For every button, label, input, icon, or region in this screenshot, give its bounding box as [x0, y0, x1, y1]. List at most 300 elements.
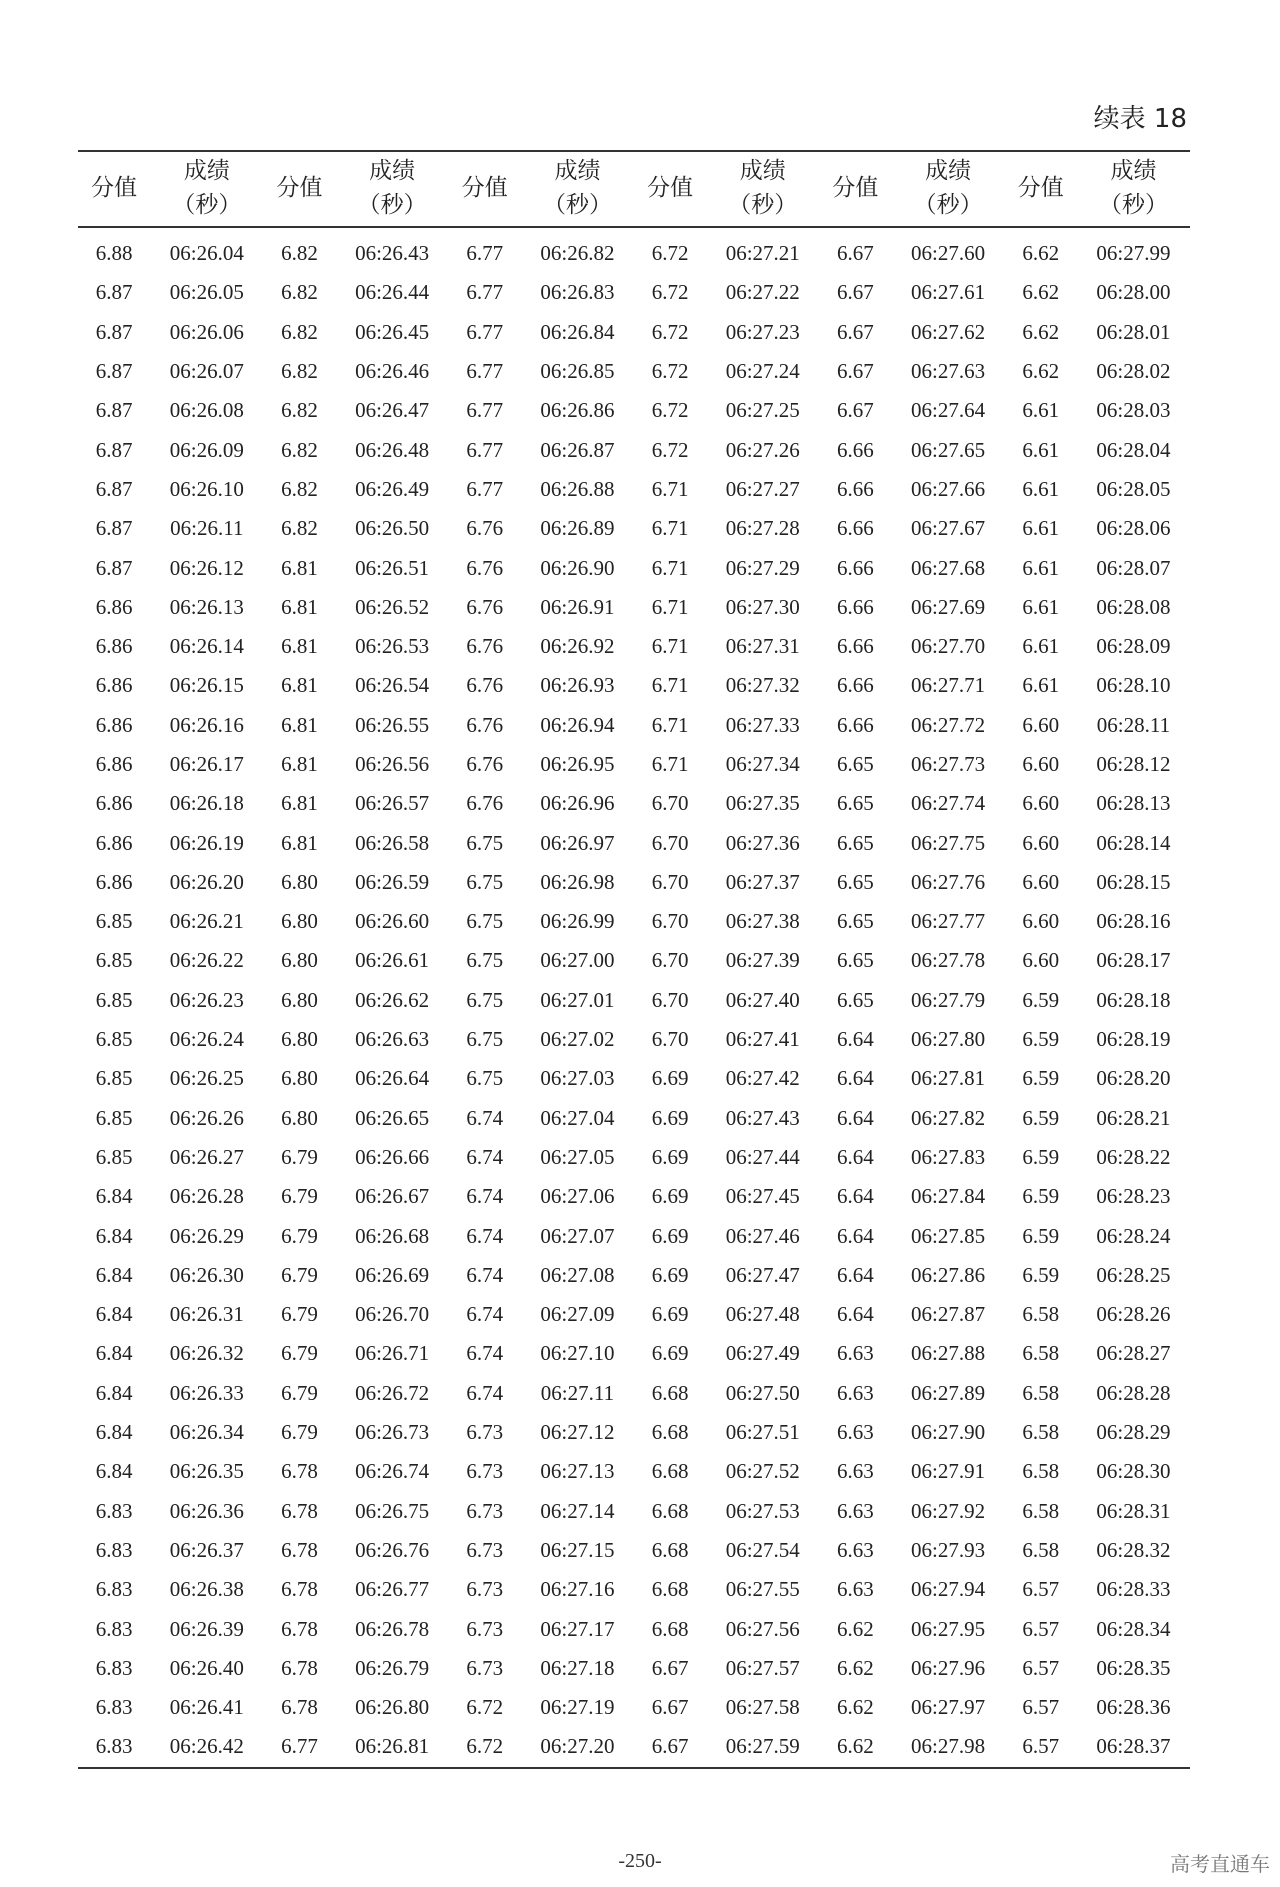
score-value-cell: 6.69	[651, 1066, 689, 1091]
time-cell: 06:26.42	[169, 1734, 244, 1759]
table-row	[78, 1216, 1190, 1255]
time-cell: 06:27.72	[911, 712, 986, 737]
score-value-cell: 6.57	[1022, 1655, 1060, 1680]
table-row	[78, 313, 1190, 352]
time-cell: 06:26.74	[355, 1459, 430, 1484]
score-value-cell: 6.63	[837, 1420, 874, 1445]
score-value-cell: 6.64	[837, 1066, 874, 1091]
table-caption: 续表 18	[1093, 104, 1187, 134]
time-cell: 06:26.47	[355, 398, 430, 423]
score-value-cell: 6.79	[281, 1262, 318, 1287]
table-row	[78, 470, 1190, 509]
time-cell: 06:27.24	[725, 359, 800, 384]
table-row	[78, 823, 1190, 862]
time-cell: 06:27.97	[911, 1695, 986, 1720]
score-value-cell: 6.87	[95, 359, 133, 384]
score-value-cell: 6.60	[1022, 909, 1060, 934]
header-unit: （秒）	[728, 192, 798, 218]
score-value-cell: 6.65	[837, 909, 874, 934]
time-cell: 06:26.36	[169, 1498, 244, 1523]
time-cell: 06:26.46	[355, 359, 430, 384]
header-score-value	[634, 151, 706, 227]
score-value-cell: 6.82	[281, 359, 318, 384]
time-cell: 06:26.72	[355, 1380, 430, 1405]
time-cell: 06:27.96	[911, 1655, 986, 1680]
score-value-cell: 6.85	[95, 1144, 133, 1169]
time-cell: 06:27.69	[911, 594, 986, 619]
score-value-cell: 6.60	[1022, 791, 1060, 816]
score-value-cell: 6.70	[651, 791, 689, 816]
score-value-cell: 6.62	[837, 1616, 874, 1641]
time-cell: 06:28.26	[1096, 1302, 1171, 1327]
table-row	[78, 1688, 1190, 1727]
score-value-cell: 6.59	[1022, 1105, 1060, 1130]
time-cell: 06:26.57	[355, 791, 430, 816]
time-cell: 06:27.06	[540, 1184, 615, 1209]
table-row	[78, 1020, 1190, 1059]
time-cell: 06:27.65	[911, 437, 986, 462]
score-value-cell: 6.87	[95, 555, 133, 580]
time-cell: 06:27.86	[911, 1262, 986, 1287]
time-cell: 06:26.45	[355, 319, 430, 344]
score-value-cell: 6.61	[1022, 516, 1060, 541]
time-cell: 06:27.59	[725, 1734, 800, 1759]
score-value-cell: 6.85	[95, 909, 133, 934]
score-value-cell: 6.75	[466, 830, 504, 855]
score-value-cell: 6.61	[1022, 634, 1060, 659]
score-value-cell: 6.82	[281, 319, 318, 344]
header-label: 成绩	[925, 158, 972, 184]
time-cell: 06:28.01	[1096, 319, 1171, 344]
score-value-cell: 6.81	[281, 830, 318, 855]
time-cell: 06:27.70	[911, 634, 986, 659]
score-value-cell: 6.61	[1022, 476, 1060, 501]
time-cell: 06:27.67	[911, 516, 986, 541]
time-cell: 06:26.20	[169, 869, 244, 894]
score-value-cell: 6.71	[651, 634, 689, 659]
time-cell: 06:27.98	[911, 1734, 986, 1759]
score-value-cell: 6.59	[1022, 1027, 1060, 1052]
score-value-cell: 6.87	[95, 476, 133, 501]
score-value-cell: 6.71	[651, 476, 689, 501]
time-cell: 06:26.32	[169, 1341, 244, 1366]
score-value-cell: 6.69	[651, 1262, 689, 1287]
table-row	[78, 227, 1190, 273]
score-value-cell: 6.64	[837, 1184, 874, 1209]
score-value-cell: 6.81	[281, 712, 318, 737]
time-cell: 06:27.27	[725, 476, 800, 501]
header-unit: （秒）	[542, 192, 612, 218]
table-row	[78, 863, 1190, 902]
time-cell: 06:27.33	[725, 712, 800, 737]
time-cell: 06:27.37	[725, 869, 800, 894]
time-cell: 06:26.31	[169, 1302, 244, 1327]
time-cell: 06:27.71	[911, 673, 986, 698]
table-row	[78, 548, 1190, 587]
time-cell: 06:26.91	[540, 594, 615, 619]
score-value-cell: 6.78	[281, 1459, 318, 1484]
time-cell: 06:26.79	[355, 1655, 430, 1680]
time-cell: 06:26.28	[169, 1184, 244, 1209]
time-cell: 06:26.85	[540, 359, 615, 384]
score-value-cell: 6.78	[281, 1655, 318, 1680]
score-value-cell: 6.83	[95, 1616, 133, 1641]
time-cell: 06:26.84	[540, 319, 615, 344]
time-cell: 06:28.31	[1096, 1498, 1171, 1523]
table-row	[78, 1492, 1190, 1531]
time-cell: 06:26.09	[169, 437, 244, 462]
score-value-cell: 6.81	[281, 673, 318, 698]
time-cell: 06:27.17	[540, 1616, 615, 1641]
score-value-cell: 6.66	[837, 712, 874, 737]
score-value-cell: 6.77	[466, 241, 504, 266]
score-value-cell: 6.67	[837, 280, 874, 305]
time-cell: 06:27.44	[725, 1144, 800, 1169]
time-cell: 06:27.75	[911, 830, 986, 855]
score-value-cell: 6.76	[466, 594, 504, 619]
score-value-cell: 6.57	[1022, 1734, 1060, 1759]
score-value-cell: 6.79	[281, 1380, 318, 1405]
score-value-cell: 6.72	[651, 398, 689, 423]
time-cell: 06:26.15	[169, 673, 244, 698]
score-value-cell: 6.70	[651, 1027, 689, 1052]
score-value-cell: 6.67	[837, 359, 874, 384]
time-cell: 06:26.14	[169, 634, 244, 659]
time-cell: 06:26.29	[169, 1223, 244, 1248]
time-cell: 06:26.99	[540, 909, 615, 934]
time-cell: 06:27.40	[725, 987, 800, 1012]
score-value-cell: 6.57	[1022, 1695, 1060, 1720]
time-cell: 06:28.32	[1096, 1537, 1171, 1562]
time-cell: 06:28.18	[1096, 987, 1171, 1012]
score-value-cell: 6.81	[281, 594, 318, 619]
time-cell: 06:26.52	[355, 594, 430, 619]
score-value-cell: 6.66	[837, 594, 874, 619]
time-cell: 06:26.70	[355, 1302, 430, 1327]
score-value-cell: 6.70	[651, 909, 689, 934]
time-cell: 06:27.12	[540, 1420, 615, 1445]
score-value-cell: 6.68	[651, 1420, 689, 1445]
score-value-cell: 6.73	[466, 1459, 504, 1484]
table-row	[78, 981, 1190, 1020]
score-value-cell: 6.85	[95, 987, 133, 1012]
time-cell: 06:28.05	[1096, 476, 1171, 501]
time-cell: 06:28.07	[1096, 555, 1171, 580]
table-row	[78, 1413, 1190, 1452]
time-cell: 06:27.20	[540, 1734, 615, 1759]
time-cell: 06:26.08	[169, 398, 244, 423]
score-value-cell: 6.87	[95, 280, 133, 305]
time-cell: 06:26.75	[355, 1498, 430, 1523]
time-cell: 06:26.78	[355, 1616, 430, 1641]
score-value-cell: 6.84	[95, 1302, 133, 1327]
score-value-cell: 6.84	[95, 1262, 133, 1287]
table-row	[78, 1452, 1190, 1491]
time-cell: 06:26.07	[169, 359, 244, 384]
score-value-cell: 6.69	[651, 1302, 689, 1327]
score-value-cell: 6.60	[1022, 830, 1060, 855]
time-cell: 06:27.13	[540, 1459, 615, 1484]
time-cell: 06:26.16	[169, 712, 244, 737]
time-cell: 06:27.42	[725, 1066, 800, 1091]
score-value-cell: 6.66	[837, 555, 874, 580]
score-value-cell: 6.85	[95, 1105, 133, 1130]
time-cell: 06:27.08	[540, 1262, 615, 1287]
time-cell: 06:28.16	[1096, 909, 1171, 934]
score-value-cell: 6.84	[95, 1380, 133, 1405]
time-cell: 06:26.94	[540, 712, 615, 737]
score-value-cell: 6.80	[281, 1066, 318, 1091]
time-cell: 06:27.47	[725, 1262, 800, 1287]
header-label: 分值	[461, 175, 508, 201]
score-value-cell: 6.83	[95, 1695, 133, 1720]
score-value-cell: 6.65	[837, 948, 874, 973]
time-cell: 06:26.59	[355, 869, 430, 894]
score-value-cell: 6.73	[466, 1498, 504, 1523]
time-cell: 06:27.79	[911, 987, 986, 1012]
header-label: 分值	[276, 175, 323, 201]
score-value-cell: 6.67	[837, 241, 874, 266]
score-value-cell: 6.75	[466, 948, 504, 973]
time-cell: 06:26.76	[355, 1537, 430, 1562]
time-cell: 06:26.39	[169, 1616, 244, 1641]
time-cell: 06:28.37	[1096, 1734, 1171, 1759]
score-value-cell: 6.80	[281, 1105, 318, 1130]
time-cell: 06:27.23	[725, 319, 800, 344]
time-cell: 06:27.57	[725, 1655, 800, 1680]
time-cell: 06:26.60	[355, 909, 430, 934]
score-value-cell: 6.58	[1022, 1498, 1060, 1523]
time-cell: 06:26.19	[169, 830, 244, 855]
score-value-cell: 6.84	[95, 1420, 133, 1445]
score-value-cell: 6.67	[651, 1734, 689, 1759]
time-cell: 06:26.71	[355, 1341, 430, 1366]
score-value-cell: 6.67	[651, 1655, 689, 1680]
table-row	[78, 941, 1190, 980]
header-unit: （秒）	[913, 192, 983, 218]
score-value-cell: 6.80	[281, 948, 318, 973]
score-value-cell: 6.73	[466, 1655, 504, 1680]
time-cell: 06:27.52	[725, 1459, 800, 1484]
score-value-cell: 6.60	[1022, 712, 1060, 737]
header-score-value	[263, 151, 335, 227]
table-row	[78, 1570, 1190, 1609]
score-value-cell: 6.61	[1022, 437, 1060, 462]
time-cell: 06:26.95	[540, 752, 615, 776]
time-cell: 06:27.09	[540, 1302, 615, 1327]
score-value-cell: 6.79	[281, 1302, 318, 1327]
score-value-cell: 6.60	[1022, 869, 1060, 894]
score-value-cell: 6.72	[651, 359, 689, 384]
time-cell: 06:26.96	[540, 791, 615, 816]
time-cell: 06:27.41	[725, 1027, 800, 1052]
score-value-cell: 6.71	[651, 752, 689, 776]
score-value-cell: 6.82	[281, 241, 318, 266]
time-cell: 06:28.14	[1096, 830, 1171, 855]
time-cell: 06:26.93	[540, 673, 615, 698]
header-label: 成绩	[739, 158, 786, 184]
score-value-cell: 6.79	[281, 1184, 318, 1209]
time-cell: 06:26.04	[169, 241, 244, 266]
score-value-cell: 6.61	[1022, 673, 1060, 698]
page-number: -250-	[618, 1850, 662, 1872]
score-value-cell: 6.86	[95, 830, 133, 855]
score-value-cell: 6.81	[281, 752, 318, 776]
score-value-cell: 6.70	[651, 948, 689, 973]
score-value-cell: 6.82	[281, 280, 318, 305]
score-value-cell: 6.84	[95, 1459, 133, 1484]
time-cell: 06:27.81	[911, 1066, 986, 1091]
time-cell: 06:26.58	[355, 830, 430, 855]
score-value-cell: 6.76	[466, 752, 504, 776]
score-value-cell: 6.69	[651, 1105, 689, 1130]
time-cell: 06:27.94	[911, 1577, 986, 1602]
score-value-cell: 6.70	[651, 987, 689, 1012]
time-cell: 06:27.45	[725, 1184, 800, 1209]
time-cell: 06:26.33	[169, 1380, 244, 1405]
time-cell: 06:27.18	[540, 1655, 615, 1680]
time-cell: 06:26.43	[355, 241, 430, 266]
time-cell: 06:28.34	[1096, 1616, 1171, 1641]
score-value-cell: 6.58	[1022, 1341, 1060, 1366]
score-value-cell: 6.86	[95, 791, 133, 816]
time-cell: 06:27.89	[911, 1380, 986, 1405]
score-value-cell: 6.62	[1022, 241, 1060, 266]
score-value-cell: 6.68	[651, 1616, 689, 1641]
time-cell: 06:27.61	[911, 280, 986, 305]
score-value-cell: 6.65	[837, 830, 874, 855]
time-cell: 06:27.46	[725, 1223, 800, 1248]
score-value-cell: 6.64	[837, 1105, 874, 1130]
table-row	[78, 666, 1190, 705]
score-value-cell: 6.62	[837, 1695, 874, 1720]
score-value-cell: 6.76	[466, 516, 504, 541]
score-value-cell: 6.80	[281, 869, 318, 894]
score-value-cell: 6.81	[281, 555, 318, 580]
score-value-cell: 6.82	[281, 398, 318, 423]
time-cell: 06:27.15	[540, 1537, 615, 1562]
score-value-cell: 6.66	[837, 437, 874, 462]
time-cell: 06:27.80	[911, 1027, 986, 1052]
time-cell: 06:27.82	[911, 1105, 986, 1130]
time-cell: 06:27.64	[911, 398, 986, 423]
score-value-cell: 6.68	[651, 1577, 689, 1602]
table-row	[78, 1256, 1190, 1295]
time-cell: 06:27.30	[725, 594, 800, 619]
score-value-cell: 6.77	[466, 359, 504, 384]
time-cell: 06:27.51	[725, 1420, 800, 1445]
time-cell: 06:27.25	[725, 398, 800, 423]
header-score-time	[336, 151, 449, 227]
time-cell: 06:26.26	[169, 1105, 244, 1130]
time-cell: 06:27.31	[725, 634, 800, 659]
time-cell: 06:26.66	[355, 1144, 430, 1169]
score-value-cell: 6.79	[281, 1144, 318, 1169]
time-cell: 06:26.27	[169, 1144, 244, 1169]
score-value-cell: 6.72	[651, 437, 689, 462]
score-value-cell: 6.74	[466, 1223, 504, 1248]
time-cell: 06:27.38	[725, 909, 800, 934]
time-cell: 06:27.22	[725, 280, 800, 305]
table-header	[78, 151, 1190, 227]
score-value-cell: 6.83	[95, 1577, 133, 1602]
time-cell: 06:27.26	[725, 437, 800, 462]
table-row	[78, 588, 1190, 627]
score-value-cell: 6.74	[466, 1105, 504, 1130]
time-cell: 06:26.38	[169, 1577, 244, 1602]
time-cell: 06:27.32	[725, 673, 800, 698]
time-cell: 06:28.25	[1096, 1262, 1171, 1287]
table-row	[78, 1177, 1190, 1216]
time-cell: 06:26.64	[355, 1066, 430, 1091]
score-value-cell: 6.75	[466, 1027, 504, 1052]
score-value-cell: 6.86	[95, 712, 133, 737]
score-value-cell: 6.66	[837, 476, 874, 501]
time-cell: 06:26.82	[540, 241, 615, 266]
time-cell: 06:28.10	[1096, 673, 1171, 698]
score-value-cell: 6.76	[466, 634, 504, 659]
time-cell: 06:27.35	[725, 791, 800, 816]
table-row	[78, 352, 1190, 391]
score-value-cell: 6.75	[466, 987, 504, 1012]
score-value-cell: 6.62	[837, 1655, 874, 1680]
time-cell: 06:28.02	[1096, 359, 1171, 384]
score-value-cell: 6.74	[466, 1144, 504, 1169]
time-cell: 06:27.62	[911, 319, 986, 344]
time-cell: 06:27.07	[540, 1223, 615, 1248]
time-cell: 06:26.23	[169, 987, 244, 1012]
time-cell: 06:26.18	[169, 791, 244, 816]
table-row	[78, 273, 1190, 312]
score-value-cell: 6.78	[281, 1537, 318, 1562]
time-cell: 06:28.36	[1096, 1695, 1171, 1720]
time-cell: 06:27.55	[725, 1577, 800, 1602]
time-cell: 06:27.04	[540, 1105, 615, 1130]
score-value-cell: 6.78	[281, 1616, 318, 1641]
time-cell: 06:26.05	[169, 280, 244, 305]
score-value-cell: 6.72	[466, 1695, 504, 1720]
time-cell: 06:26.98	[540, 869, 615, 894]
header-score-value	[78, 151, 150, 227]
time-cell: 06:28.28	[1096, 1380, 1171, 1405]
header-score-time	[150, 151, 263, 227]
time-cell: 06:27.77	[911, 909, 986, 934]
time-cell: 06:27.84	[911, 1184, 986, 1209]
time-cell: 06:27.39	[725, 948, 800, 973]
time-cell: 06:27.90	[911, 1420, 986, 1445]
score-value-cell: 6.87	[95, 398, 133, 423]
score-value-cell: 6.63	[837, 1577, 874, 1602]
table-row	[78, 1609, 1190, 1648]
table-row	[78, 1099, 1190, 1138]
time-cell: 06:27.01	[540, 987, 615, 1012]
score-value-cell: 6.75	[466, 909, 504, 934]
time-cell: 06:26.41	[169, 1695, 244, 1720]
score-value-cell: 6.86	[95, 869, 133, 894]
score-value-cell: 6.65	[837, 869, 874, 894]
time-cell: 06:28.03	[1096, 398, 1171, 423]
score-value-cell: 6.75	[466, 1066, 504, 1091]
time-cell: 06:26.13	[169, 594, 244, 619]
time-cell: 06:27.14	[540, 1498, 615, 1523]
watermark: 高考直通车	[1170, 1852, 1270, 1876]
time-cell: 06:26.97	[540, 830, 615, 855]
time-cell: 06:27.91	[911, 1459, 986, 1484]
time-cell: 06:26.25	[169, 1066, 244, 1091]
score-value-cell: 6.60	[1022, 948, 1060, 973]
score-value-cell: 6.59	[1022, 1262, 1060, 1287]
header-unit: （秒）	[357, 192, 427, 218]
